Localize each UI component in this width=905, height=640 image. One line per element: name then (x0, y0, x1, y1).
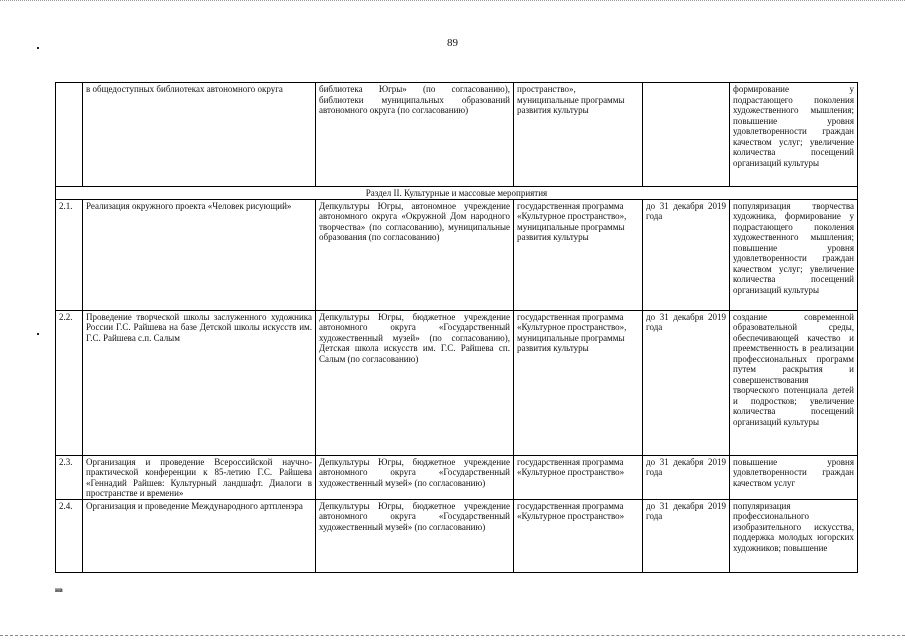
table-row (56, 310, 858, 455)
section-heading: Раздел II. Культурные и массовые мероприятия (56, 187, 858, 200)
deadline-cell: до 31 декабря 2019 года (643, 310, 730, 455)
executors-cell: Депкультуры Югры, автономное учреждение автономного округа «Окружной Дом народного творчества» (по согласованию), муниципальные образования (по согласованию) (316, 199, 514, 310)
program-cell: государственная программа «Культурное пространство» (514, 499, 643, 572)
event-cell: Реализация окружного проекта «Человек рисующий» (83, 199, 316, 310)
table-row (56, 455, 858, 499)
program-cell: пространство», муниципальные программы развития культуры (514, 83, 643, 187)
result-cell: популяризация творчества художника, формирование у подрастающего поколения художественного мышления; повышение уровня удовлетворенности граждан качеством услуг; увеличение количества посещений организаций культуры (730, 199, 858, 310)
scan-top-edge (0, 0, 905, 3)
executors-cell: библиотека Югры» (по согласованию), библиотеки муниципальных образований автономного округа (по согласованию) (316, 83, 514, 187)
row-number-cell: 2.4. (56, 499, 83, 572)
deadline-cell: до 31 декабря 2019 года (643, 499, 730, 572)
program-cell: государственная программа «Культурное пространство», муниципальные программы развития культуры (514, 199, 643, 310)
page-number: 89 (447, 37, 458, 49)
program-cell: государственная программа «Культурное пространство» (514, 455, 643, 499)
scan-bottom-edge (0, 635, 905, 637)
event-cell: Проведение творческой школы заслуженного художника России Г.С. Райшева на базе Детской школы искусств им. Г.С. Райшева с.п. Салым (83, 310, 316, 455)
program-cell: государственная программа «Культурное пространство», муниципальные программы развития культуры (514, 310, 643, 455)
section-heading-row (56, 187, 858, 200)
deadline-cell: до 31 декабря 2019 года (643, 199, 730, 310)
row-number-cell: 2.1. (56, 199, 83, 310)
row-number-cell: 2.2. (56, 310, 83, 455)
result-cell: популяризация профессионального изобразительного искусства, поддержка молодых югорских художников; повышение (730, 499, 858, 572)
event-cell: в общедоступных библиотеках автономного округа (83, 83, 316, 187)
scan-dot-top (37, 47, 39, 49)
event-cell: Организация и проведение Всероссийской научно-практической конференции к 85-летию Г.С. Райшева «Геннадий Райшев: Культурный ландшафт. Диалоги в пространстве и времени» (83, 455, 316, 499)
executors-cell: Депкультуры Югры, бюджетное учреждение автономного округа «Государственный художественный музей» (по согласованию) (316, 499, 514, 572)
executors-cell: Депкультуры Югры, бюджетное учреждение автономного округа «Государственный художественный музей» (по согласованию), Детская школа искусств им. Г.С. Райшева сп. Салым (по согласованию) (316, 310, 514, 455)
table-row (56, 499, 858, 572)
row-number-cell: 2.3. (56, 455, 83, 499)
row-number-cell (56, 83, 83, 187)
events-table (55, 82, 858, 573)
deadline-cell (643, 83, 730, 187)
result-cell: создание современной образовательной среды, обеспечивающей качество и преемственность в реализации профессиональных программ путем раскрытия и совершенствования творческого потенциала детей и подростков; увеличение количества посещений организаций культуры (730, 310, 858, 455)
table-row-continuation (56, 83, 858, 187)
executors-cell: Депкультуры Югры, бюджетное учреждение автономного округа «Государственный художественный музей» (по согласованию) (316, 455, 514, 499)
deadline-cell: до 31 декабря 2019 года (643, 455, 730, 499)
result-cell: формирование у подрастающего поколения художественного мышления; повышение уровня удовлетворенности граждан качеством услуг; увеличение количества посещений организаций культуры (730, 83, 858, 187)
footer-initials: нв (55, 586, 63, 594)
result-cell: повышение уровня удовлетворенности граждан качеством услуг (730, 455, 858, 499)
scan-dot-middle (37, 333, 39, 335)
event-cell: Организация и проведение Международного артпленэра (83, 499, 316, 572)
table-row (56, 199, 858, 310)
